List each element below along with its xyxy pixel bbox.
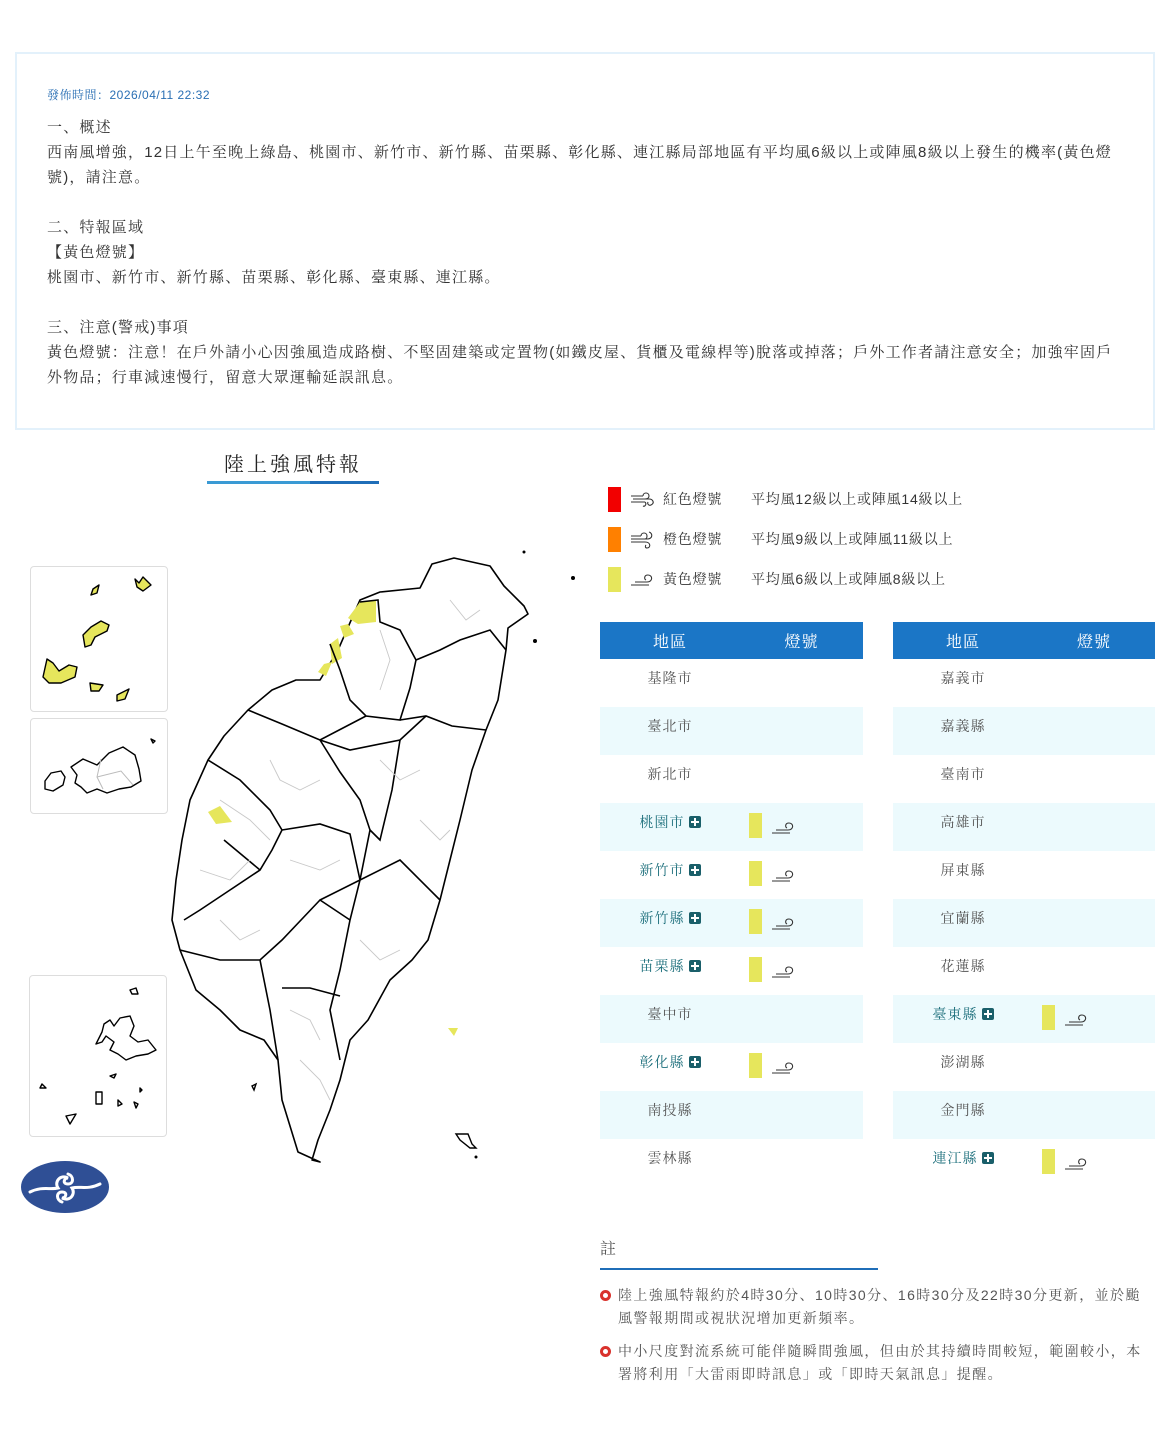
table-row [600, 659, 863, 707]
yellow-signal-swatch [1042, 1005, 1055, 1030]
expand-plus-icon[interactable] [689, 816, 701, 828]
table-row [893, 1043, 1155, 1091]
map-title-block [207, 448, 379, 484]
table-row [893, 851, 1155, 899]
signal-legend [608, 486, 963, 606]
map-title-underline [207, 481, 379, 484]
bullet-icon [600, 1346, 611, 1357]
section-heading: 三、注意(警戒)事項 [47, 319, 189, 336]
table-row [600, 851, 863, 899]
table-row [600, 1139, 863, 1187]
region-name[interactable]: 新竹縣 [639, 910, 685, 926]
table-row [600, 803, 863, 851]
legend-desc: 平均風9級以上或陣風11級以上 [751, 531, 954, 547]
section-text: 西南風增強，12日上午至晚上綠島、桃園市、新竹市、新竹縣、苗栗縣、彰化縣、連江縣局部地區有平均風6級以上或陣風8級以上發生的機率(黃色燈號)，請注意。 [47, 144, 1112, 186]
region-expand-link[interactable] [600, 861, 740, 899]
publish-time: 發佈時間：2026/04/11 22:32 [47, 88, 211, 102]
yellow-signal-swatch [1042, 1149, 1055, 1174]
strong-wind-icon [629, 489, 657, 509]
yellow-signal-swatch [749, 957, 762, 982]
section-text: 【黃色燈號】 [47, 244, 145, 261]
region-name[interactable]: 新竹市 [639, 862, 685, 878]
table-row [893, 1091, 1155, 1139]
region-name: 澎湖縣 [940, 1054, 986, 1070]
lienchiang-islands-icon [31, 567, 169, 713]
light-wind-icon [1063, 1011, 1091, 1027]
section-precautions [47, 315, 1123, 390]
notes-underline [600, 1268, 878, 1270]
legend-yellow [608, 566, 963, 592]
table-row [893, 803, 1155, 851]
expand-plus-icon[interactable] [689, 864, 701, 876]
table-row [600, 1091, 863, 1139]
notes-section [600, 1236, 1155, 1396]
section-warning-areas [47, 215, 1123, 290]
region-name: 臺北市 [647, 718, 693, 734]
section-text: 黃色燈號：注意！在戶外請小心因強風造成路樹、不堅固建築或定置物(如鐵皮屋、貨櫃及電線桿等)脫落或掉落；戶外工作者請注意安全；加強牢固戶外物品；行車減速慢行，留意大眾運輸延誤訊息。 [47, 344, 1113, 386]
region-expand-link[interactable] [600, 909, 740, 947]
region-name[interactable]: 彰化縣 [639, 1054, 685, 1070]
table-header [600, 622, 863, 659]
section-heading: 二、特報區域 [47, 219, 145, 236]
yellow-signal-swatch [749, 813, 762, 838]
kinmen-islands-icon [31, 719, 169, 815]
expand-plus-icon[interactable] [689, 912, 701, 924]
region-table-left [600, 622, 863, 1187]
region-name: 雲林縣 [647, 1150, 693, 1166]
region-name: 嘉義市 [940, 670, 986, 686]
notes-title: 註 [600, 1241, 618, 1258]
legend-desc: 平均風12級以上或陣風14級以上 [751, 491, 963, 507]
region-name[interactable]: 臺東縣 [932, 1006, 978, 1022]
region-name: 高雄市 [940, 814, 986, 830]
light-wind-icon [1063, 1155, 1091, 1171]
region-name: 臺南市 [940, 766, 986, 782]
header-signal: 燈號 [784, 634, 819, 651]
region-expand-link[interactable] [600, 957, 740, 995]
region-table-right [893, 622, 1155, 1187]
yellow-signal-swatch [749, 861, 762, 886]
table-row [893, 947, 1155, 995]
table-header [893, 622, 1155, 659]
map-title: 陸上強風特報 [224, 454, 362, 476]
bullet-icon [600, 1290, 611, 1301]
orange-swatch [608, 527, 621, 552]
red-swatch [608, 487, 621, 512]
table-row [600, 899, 863, 947]
section-heading: 一、概述 [47, 119, 112, 136]
light-wind-icon [770, 867, 798, 883]
legend-label: 黃色燈號 [663, 571, 723, 587]
table-row [893, 1139, 1155, 1187]
section-text: 桃園市、新竹市、新竹縣、苗栗縣、彰化縣、臺東縣、連江縣。 [47, 269, 501, 286]
region-name: 南投縣 [647, 1102, 693, 1118]
region-name: 臺中市 [647, 1006, 693, 1022]
cwa-logo [20, 1160, 110, 1214]
region-expand-link[interactable] [600, 813, 740, 851]
table-row [893, 659, 1155, 707]
region-name[interactable]: 苗栗縣 [639, 958, 685, 974]
expand-plus-icon[interactable] [982, 1008, 994, 1020]
light-wind-icon [629, 569, 657, 589]
region-name: 宜蘭縣 [940, 910, 986, 926]
region-name[interactable]: 桃園市 [639, 814, 685, 830]
legend-red [608, 486, 963, 512]
light-wind-icon [770, 1059, 798, 1075]
inset-kinmen[interactable] [30, 718, 168, 814]
note-item [600, 1340, 1155, 1386]
table-row [600, 707, 863, 755]
yellow-swatch [608, 567, 621, 592]
legend-orange [608, 526, 963, 552]
table-row [600, 755, 863, 803]
legend-label: 橙色燈號 [663, 531, 723, 547]
light-wind-icon [770, 819, 798, 835]
note-item [600, 1284, 1155, 1330]
region-name: 新北市 [647, 766, 693, 782]
region-expand-link[interactable] [893, 1149, 1033, 1187]
yellow-signal-swatch [749, 909, 762, 934]
expand-plus-icon[interactable] [982, 1152, 994, 1164]
region-name: 金門縣 [940, 1102, 986, 1118]
region-expand-link[interactable] [893, 1005, 1033, 1043]
taiwan-main-island-icon [160, 540, 580, 1220]
table-row [893, 707, 1155, 755]
table-row [600, 1043, 863, 1091]
expand-plus-icon[interactable] [689, 960, 701, 972]
region-expand-link[interactable] [600, 1053, 740, 1091]
medium-wind-icon [629, 529, 657, 549]
region-name: 花蓮縣 [940, 958, 986, 974]
table-row [893, 899, 1155, 947]
inset-lienchiang[interactable] [30, 566, 168, 712]
legend-desc: 平均風6級以上或陣風8級以上 [751, 571, 946, 587]
note-text: 中小尺度對流系統可能伴隨瞬間強風，但由於其持續時間較短，範圍較小，本署將利用「大雷雨即時訊息」或「即時天氣訊息」提醒。 [618, 1343, 1142, 1382]
section-overview [47, 115, 1123, 190]
light-wind-icon [770, 963, 798, 979]
table-row [893, 995, 1155, 1043]
warning-info-box [15, 52, 1155, 430]
region-name: 屏東縣 [940, 862, 986, 878]
inset-penghu[interactable] [29, 975, 167, 1137]
header-region: 地區 [945, 634, 980, 651]
table-row [600, 947, 863, 995]
table-row [600, 995, 863, 1043]
yellow-signal-swatch [749, 1053, 762, 1078]
taiwan-map[interactable] [20, 540, 580, 1220]
region-name[interactable]: 連江縣 [932, 1150, 978, 1166]
light-wind-icon [770, 915, 798, 931]
region-name: 基隆市 [647, 670, 693, 686]
note-text: 陸上強風特報約於4時30分、10時30分、16時30分及22時30分更新，並於颱風警報期間或視狀況增加更新頻率。 [618, 1287, 1141, 1326]
header-signal: 燈號 [1076, 634, 1111, 651]
legend-label: 紅色燈號 [663, 491, 723, 507]
penghu-islands-icon [30, 976, 168, 1138]
header-region: 地區 [652, 634, 687, 651]
expand-plus-icon[interactable] [689, 1056, 701, 1068]
table-row [893, 755, 1155, 803]
region-name: 嘉義縣 [940, 718, 986, 734]
